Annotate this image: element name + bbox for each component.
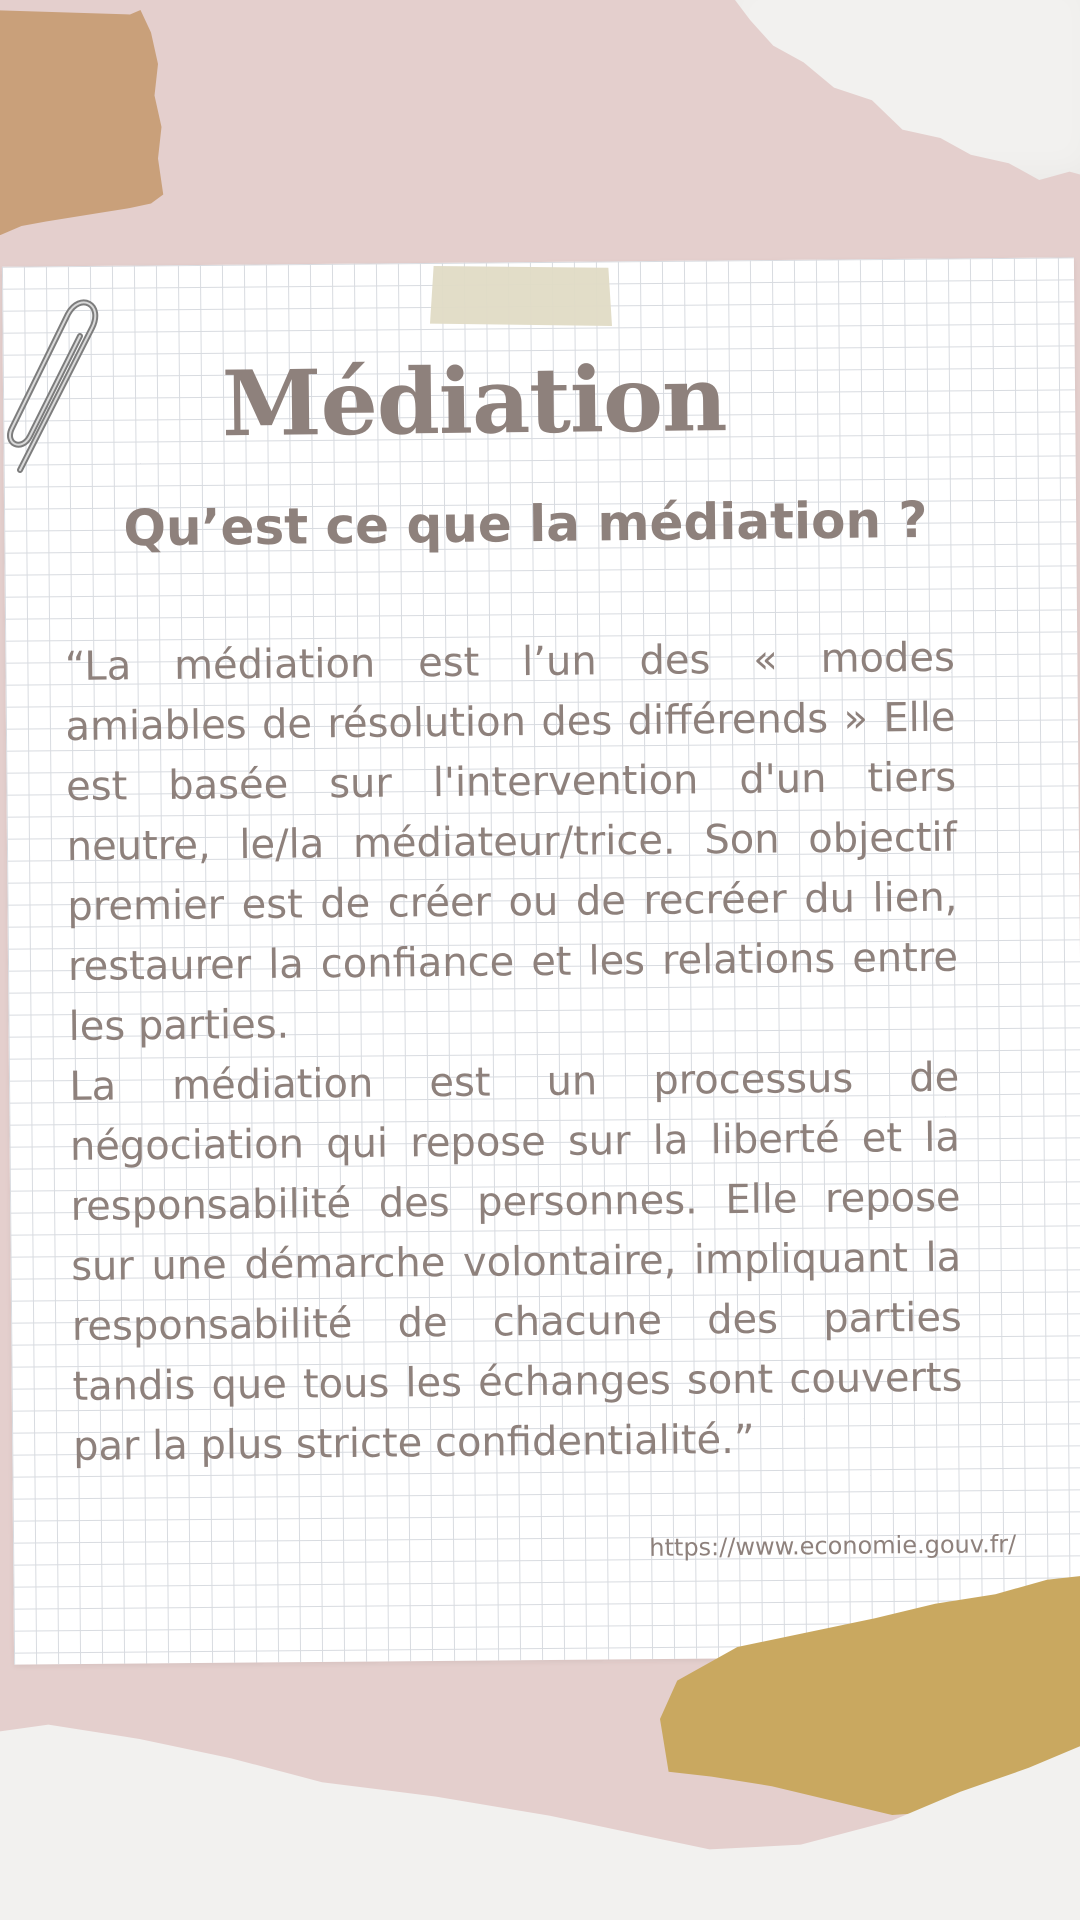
page-title: Médiation: [221, 346, 727, 458]
quote-paragraph-2: La médiation est un processus de négociation qui repose sur la liberté et la responsabilité des personnes. Elle repose sur une démarche volontaire, impliquant la responsabilité de chacune des parties tandis que tous les échanges sont couverts par la plus stricte confidentialité.”: [69, 1054, 963, 1470]
quote-paragraph-1: “La médiation est l’un des « modes amiables de résolution des différends » Elle est basée sur l'intervention d'un tiers neutre, le/la médiateur/trice. Son objectif premier est de créer ou de recréer du lien, restaurer la confiance et les relations entre les parties.: [64, 634, 959, 1050]
quote-block: [65, 628, 964, 1477]
subtitle: Qu’est ce que la médiation ?: [123, 490, 928, 558]
source-url: https://www.economie.gouv.fr/: [649, 1530, 1017, 1562]
